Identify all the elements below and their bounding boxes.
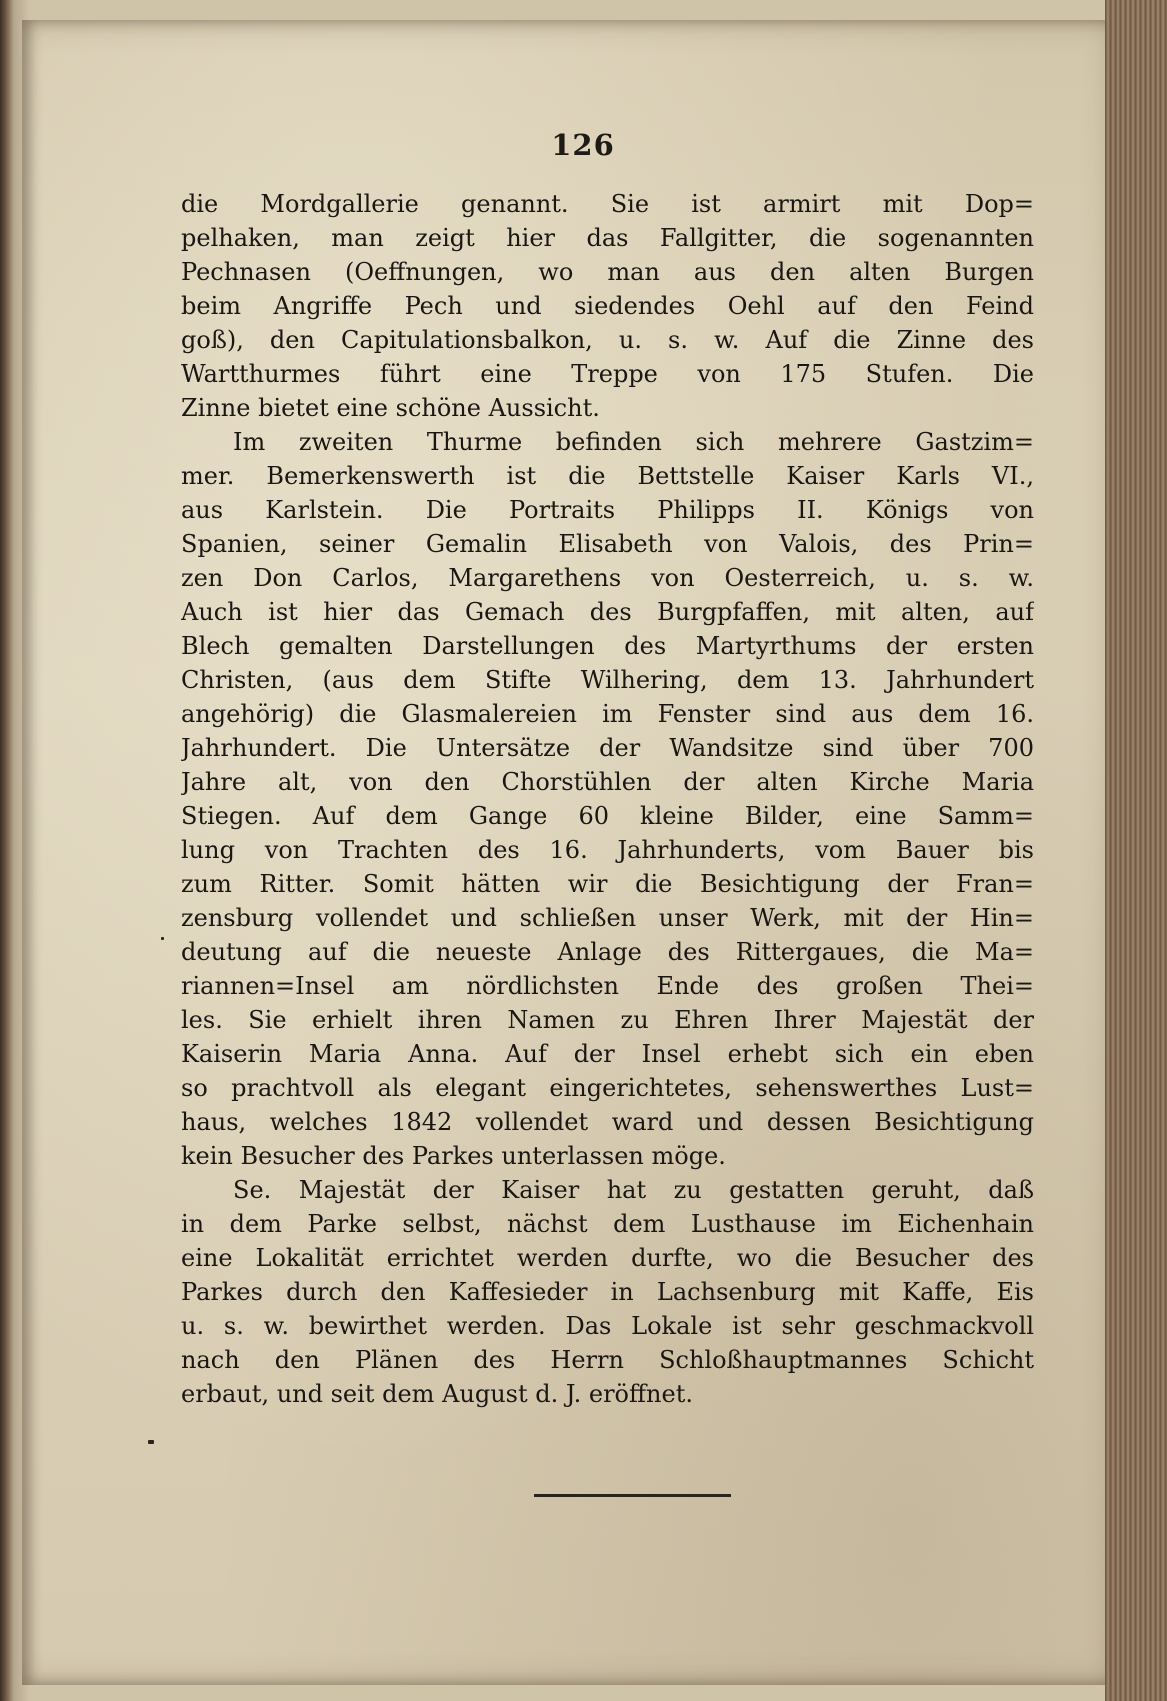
text-line: Kaiserin Maria Anna. Auf der Insel erhebt sich ein eben [181, 1040, 1034, 1068]
text-line: nach den Plänen des Herrn Schloßhauptmannes Schicht [181, 1346, 1034, 1374]
text-line: zum Ritter. Somit hätten wir die Besichtigung der Fran= [181, 870, 1034, 898]
text-line: aus Karlstein. Die Portraits Philipps II. Königs von [181, 496, 1034, 524]
text-line: u. s. w. bewirthet werden. Das Lokale ist sehr geschmackvoll [181, 1312, 1034, 1340]
text-line: die Mordgallerie genannt. Sie ist armirt mit Dop= [181, 190, 1034, 218]
text-line: Auch ist hier das Gemach des Burgpfaffen, mit alten, auf [181, 598, 1034, 626]
text-line: lung von Trachten des 16. Jahrhunderts, vom Bauer bis [181, 836, 1034, 864]
body-text [181, 187, 1034, 1411]
text-line: pelhaken, man zeigt hier das Fallgitter, die sogenannten [181, 224, 1034, 252]
text-line: Pechnasen (Oeffnungen, wo man aus den alten Burgen [181, 258, 1034, 286]
text-line: Spanien, seiner Gemalin Elisabeth von Valois, des Prin= [181, 530, 1034, 558]
text-line: goß), den Capitulationsbalkon, u. s. w. Auf die Zinne des [181, 326, 1034, 354]
ink-speck [161, 937, 164, 940]
text-line: Stiegen. Auf dem Gange 60 kleine Bilder, eine Samm= [181, 802, 1034, 830]
page-edge [1105, 0, 1167, 1701]
text-line: zensburg vollendet und schließen unser Werk, mit der Hin= [181, 904, 1034, 932]
text-line: so prachtvoll als elegant eingerichtetes, sehenswerthes Lust= [181, 1074, 1034, 1102]
text-line: eine Lokalität errichtet werden durfte, wo die Besucher des [181, 1244, 1034, 1272]
text-line: Wartthurmes führt eine Treppe von 175 Stufen. Die [181, 360, 1034, 388]
text-line: riannen=Insel am nördlichsten Ende des großen Thei= [181, 972, 1034, 1000]
text-line: Jahrhundert. Die Untersätze der Wandsitze sind über 700 [181, 734, 1034, 762]
text-line: zen Don Carlos, Margarethens von Oesterreich, u. s. w. [181, 564, 1034, 592]
text-line: les. Sie erhielt ihren Namen zu Ehren Ihrer Majestät der [181, 1006, 1034, 1034]
text-line: in dem Parke selbst, nächst dem Lusthause im Eichenhain [181, 1210, 1034, 1238]
text-line: haus, welches 1842 vollendet ward und dessen Besichtigung [181, 1108, 1034, 1136]
page-number: 126 [551, 128, 615, 162]
end-rule [534, 1494, 731, 1497]
text-line: Jahre alt, von den Chorstühlen der alten Kirche Maria [181, 768, 1034, 796]
text-line: deutung auf die neueste Anlage des Rittergaues, die Ma= [181, 938, 1034, 966]
text-line: kein Besucher des Parkes unterlassen möge. [181, 1142, 726, 1170]
text-line: Parkes durch den Kaffesieder in Lachsenburg mit Kaffe, Eis [181, 1278, 1034, 1306]
ink-speck [148, 1440, 154, 1444]
text-line: Im zweiten Thurme befinden sich mehrere Gastzim= [233, 428, 1034, 456]
text-line: mer. Bemerkenswerth ist die Bettstelle Kaiser Karls VI., [181, 462, 1034, 490]
text-line: beim Angriffe Pech und siedendes Oehl auf den Feind [181, 292, 1034, 320]
text-line: Se. Majestät der Kaiser hat zu gestatten geruht, daß [233, 1176, 1034, 1204]
text-line: erbaut, und seit dem August d. J. eröffnet. [181, 1380, 693, 1408]
text-line: Zinne bietet eine schöne Aussicht. [181, 394, 600, 422]
text-line: angehörig) die Glasmalereien im Fenster sind aus dem 16. [181, 700, 1034, 728]
text-line: Christen, (aus dem Stifte Wilhering, dem 13. Jahrhundert [181, 666, 1034, 694]
text-line: Blech gemalten Darstellungen des Martyrthums der ersten [181, 632, 1034, 660]
